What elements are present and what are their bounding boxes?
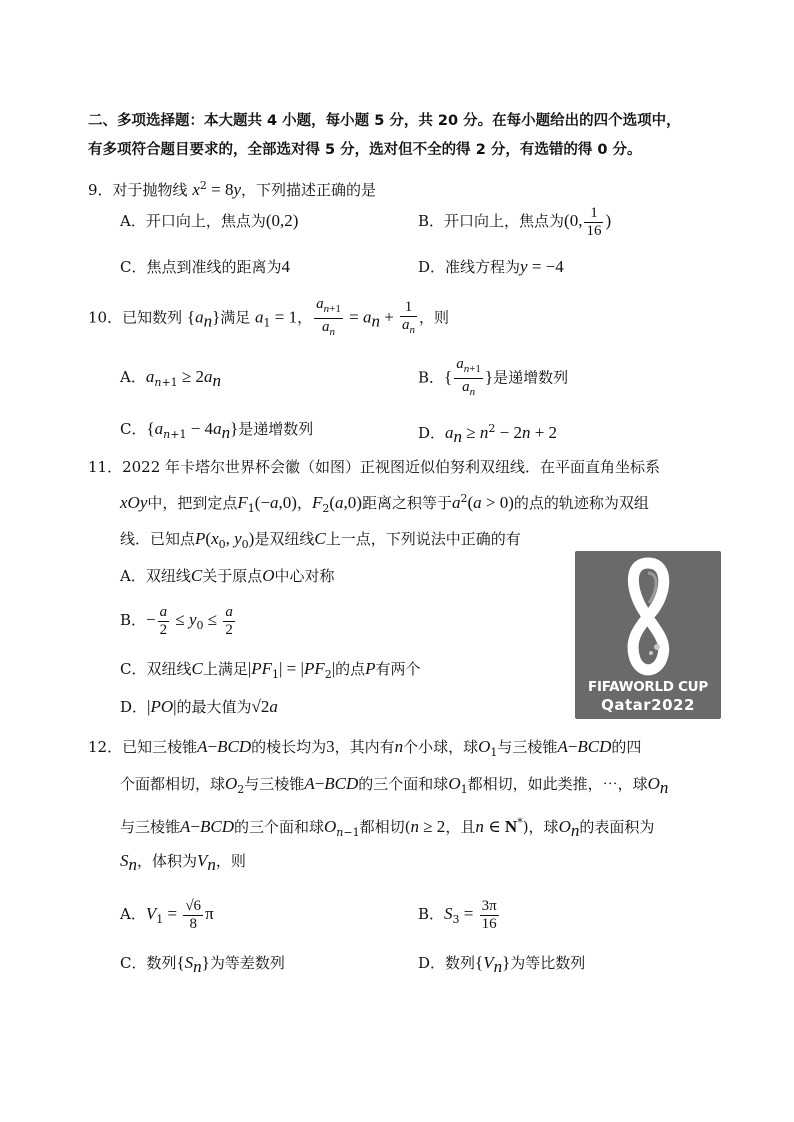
logo-text-fifa-world-cup: FIFAWORLD CUP	[588, 679, 708, 695]
q9-option-c[interactable]: C．焦点到准线的距离为4	[120, 257, 290, 276]
q12-option-b[interactable]: B．$S_3$ = $\frac{3\pi}{16}$	[418, 897, 497, 932]
q11-option-d[interactable]: D．|PO|的最大值为√2a	[120, 697, 278, 716]
q12-line1: 12．已知三棱锥A−BCD的棱长均为3，其内有n个小球，球$O_1$与三棱锥A−BCD的四	[88, 737, 642, 759]
section-heading-line2: 有多项符合题目要求的，全部选对得 5 分，选对但不全的得 2 分，有选错的得 0 分。	[88, 142, 642, 158]
trophy-loop-icon	[575, 551, 721, 679]
section-heading-line1: 二、多项选择题：本大题共 4 小题，每小题 5 分，共 20 分。在每小题给出的四个选项中，	[88, 113, 681, 129]
q11-line2: xOy中，把到定点$F_1(-a,0)$，$F_2(a,0)$距离之积等于$a^2(a > 0)$的点的轨迹称为双组	[120, 492, 649, 515]
q11-line3: 线．已知点$P(x_0$, $y_0$)是双纽线C上一点，下列说法中正确的有	[120, 529, 521, 551]
q11-option-c[interactable]: C．双纽线C上满足$|PF_1| = |PF_2|$的点P有两个	[120, 659, 421, 681]
q12-line4: $S_n$，体积为$V_n$，则	[120, 851, 246, 874]
q9-option-b[interactable]: B．开口向上，焦点为(0, $\frac{1}{16}$ )	[418, 204, 612, 239]
q11-option-a[interactable]: A．双纽线C关于原点O中心对称	[120, 566, 335, 585]
q11-option-b[interactable]: B．− $\frac{a}{2}$ ≤ $y_0$ ≤ $\frac{a}{2}$	[120, 603, 233, 638]
q12-option-d[interactable]: D．数列$\{V_n\}$为等比数列	[418, 953, 586, 976]
q10-option-d[interactable]: D．$a_n \ge n^2 - 2n + 2$	[418, 422, 558, 446]
q12-line2: 个面都相切，球$O_2$与三棱锥A−BCD的三个面和球$O_1$都相切，如此类推，⋯，球$O_n$	[120, 774, 669, 797]
q10-option-c[interactable]: C．$\{a_{n+1} - 4a_n\}$是递增数列	[120, 419, 314, 442]
q9-option-d[interactable]: D．准线方程为y = −4	[418, 257, 564, 276]
logo-text-qatar-2022: Qatar2022	[601, 696, 695, 714]
q12-option-a[interactable]: A．$V_1$ = $\frac{√6}{8}$ π	[120, 897, 214, 932]
q12-option-c[interactable]: C．数列$\{S_n\}$为等差数列	[120, 953, 285, 976]
q9-stem: 9．对于抛物线 $x^2 = 8y$，下列描述正确的是	[88, 179, 377, 199]
q10-option-b[interactable]: B．{ $\frac{a_{n+1}}{a_n}$ }是递增数列	[418, 356, 569, 398]
qatar-2022-logo-image	[575, 551, 721, 719]
q10-option-a[interactable]: A．$a_{n+1} \ge 2a_n$	[120, 367, 221, 390]
q12-line3: 与三棱锥A−BCD的三个面和球$O_{n-1}$都相切(n ≥ 2，且n ∈ N*)，球$O_n$的表面积为	[120, 816, 655, 840]
q9-option-a[interactable]: A．开口向上，焦点为(0,2)	[120, 211, 299, 230]
q11-line1: 11．2022 年卡塔尔世界杯会徽（如图）正视图近似伯努利双纽线．在平面直角坐标系	[88, 458, 661, 476]
q10-stem: 10．已知数列 $\{a_n\}$满足 $a_1 = 1$， $\frac{a_{n+1}}{a_n}$ = $a_n$ + $\frac{1}{a_n}$ ，则	[88, 296, 450, 338]
